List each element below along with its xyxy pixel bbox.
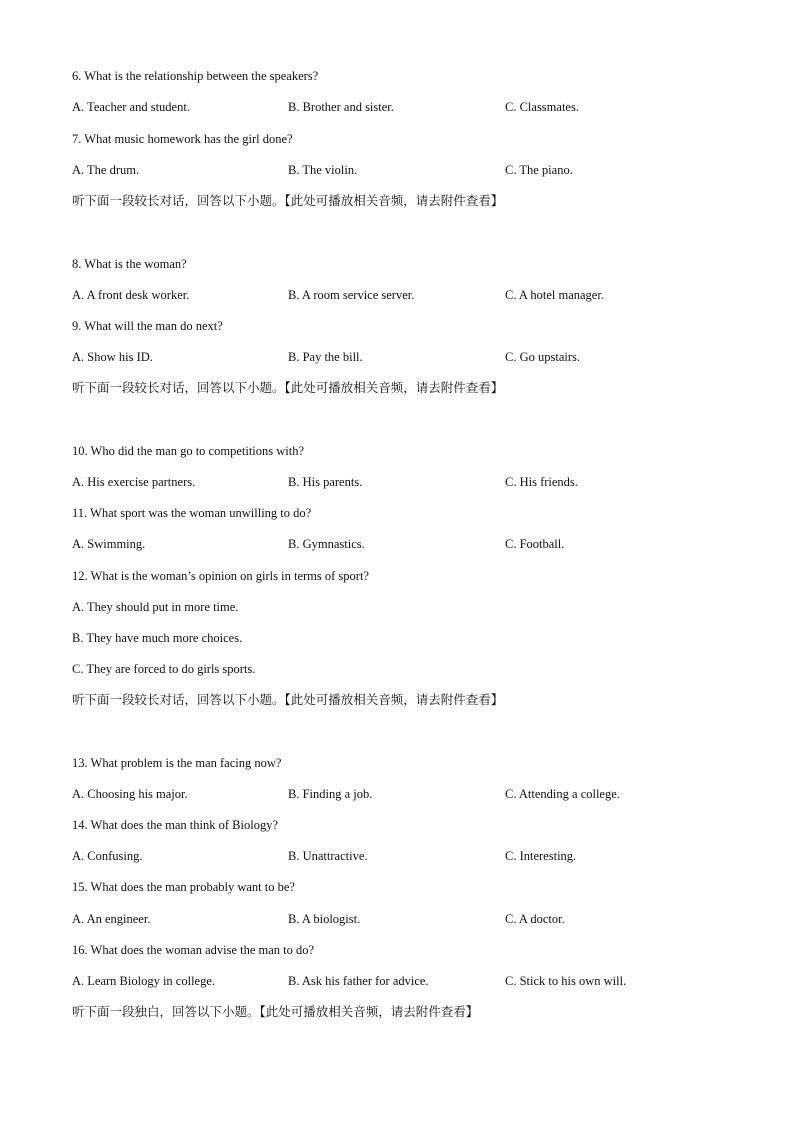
option-b: B. The violin. [288,163,358,177]
question-stem: 16. What does the woman advise the man to do? [72,943,315,957]
question-stem: 13. What problem is the man facing now? [72,756,282,770]
question-stem: 11. What sport was the woman unwilling to do? [72,506,312,520]
listening-instruction: 听下面一段独白，回答以下小题。【此处可播放相关音频，请去附件查看】 [72,1004,479,1019]
option-b: B. Pay the bill. [288,350,363,364]
option-c: C. Attending a college. [505,787,620,801]
option-b: B. His parents. [288,475,363,489]
option-a: A. Learn Biology in college. [72,974,216,988]
option-b: B. Finding a job. [288,787,373,801]
question-stem: 14. What does the man think of Biology? [72,818,278,832]
option-b: B. They have much more choices. [72,631,243,645]
question-stem: 9. What will the man do next? [72,319,223,333]
question-stem: 7. What music homework has the girl done? [72,132,293,146]
option-b: B. A biologist. [288,912,361,926]
option-a: A. A front desk worker. [72,288,190,302]
question-stem: 10. Who did the man go to competitions with? [72,444,305,458]
option-c: C. Football. [505,537,565,551]
option-a: A. Swimming. [72,537,146,551]
option-c: C. Interesting. [505,849,577,863]
option-b: B. Unattractive. [288,849,368,863]
option-b: B. Ask his father for advice. [288,974,429,988]
option-a: A. Choosing his major. [72,787,188,801]
option-a: A. Confusing. [72,849,143,863]
option-c: C. A doctor. [505,912,565,926]
question-stem: 15. What does the man probably want to be? [72,880,295,894]
question-stem: 8. What is the woman? [72,257,187,271]
option-c: C. A hotel manager. [505,288,604,302]
listening-instruction: 听下面一段较长对话，回答以下小题。【此处可播放相关音频，请去附件查看】 [72,692,504,707]
listening-instruction: 听下面一段较长对话，回答以下小题。【此处可播放相关音频，请去附件查看】 [72,193,504,208]
option-a: A. Show his ID. [72,350,153,364]
option-c: C. His friends. [505,475,578,489]
option-a: A. An engineer. [72,912,151,926]
option-c: C. Go upstairs. [505,350,580,364]
option-a: A. Teacher and student. [72,100,190,114]
question-stem: 12. What is the woman’s opinion on girls in terms of sport? [72,569,369,583]
listening-instruction: 听下面一段较长对话，回答以下小题。【此处可播放相关音频，请去附件查看】 [72,380,504,395]
option-c: C. Stick to his own will. [505,974,627,988]
option-b: B. Gymnastics. [288,537,365,551]
question-stem: 6. What is the relationship between the speakers? [72,69,319,83]
option-c: C. Classmates. [505,100,579,114]
option-a: A. His exercise partners. [72,475,196,489]
option-c: C. The piano. [505,163,573,177]
option-c: C. They are forced to do girls sports. [72,662,256,676]
option-b: B. A room service server. [288,288,415,302]
option-a: A. They should put in more time. [72,600,239,614]
option-b: B. Brother and sister. [288,100,394,114]
option-a: A. The drum. [72,163,140,177]
